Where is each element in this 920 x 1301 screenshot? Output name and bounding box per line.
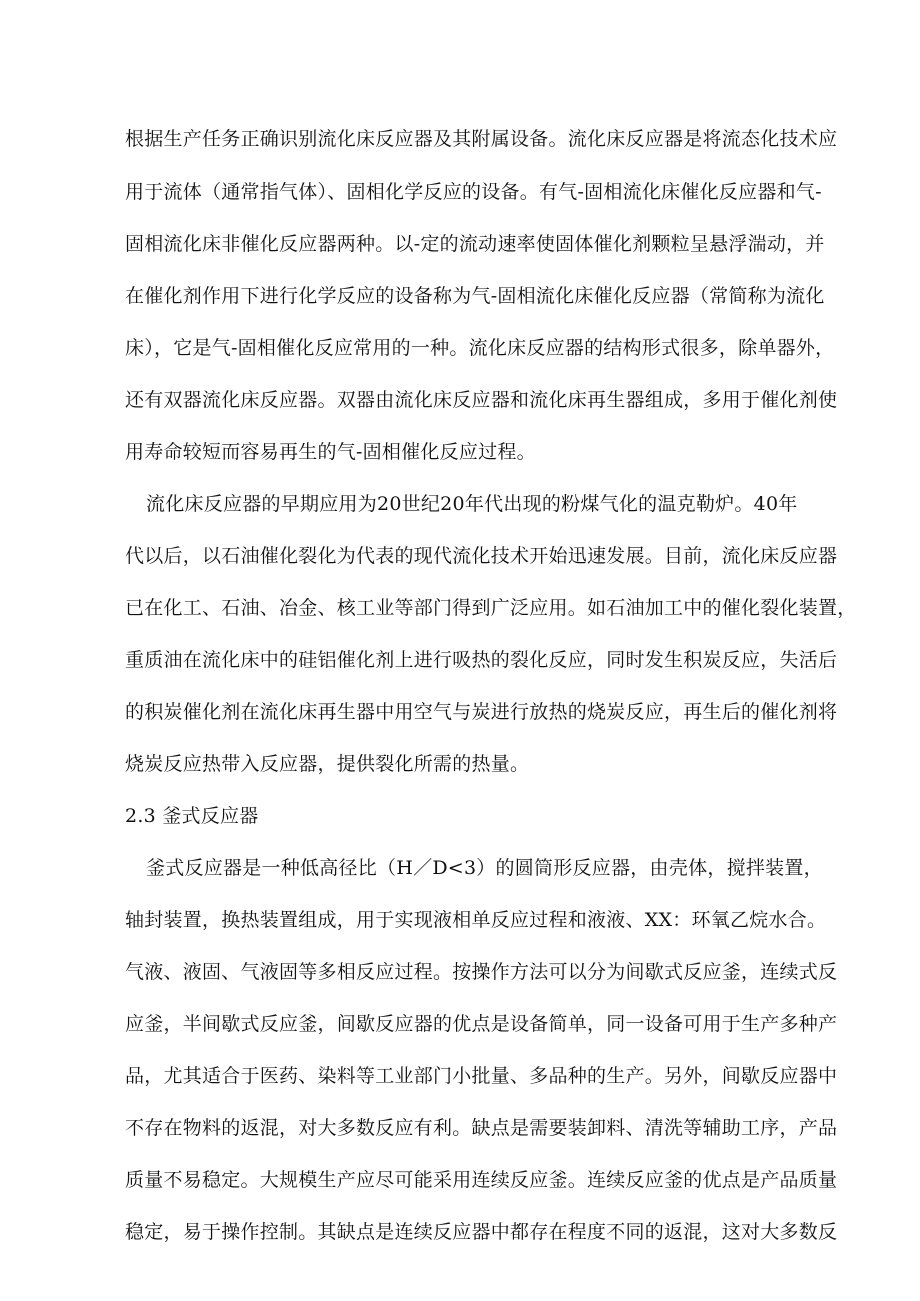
text-line: 质量不易稳定。大规模生产应尽可能采用连续反应釜。连续反应釜的优点是产品质量 <box>125 1169 838 1191</box>
text-line: 烧炭反应热带入反应器，提供裂化所需的热量。 <box>125 753 530 775</box>
text-line: 代以后，以石油催化裂化为代表的现代流化技术开始迅速发展。目前，流化床反应器 <box>125 545 838 567</box>
text-line: 釜式反应器是一种低高径比（H／D<3）的圆筒形反应器，由壳体，搅拌装置， <box>146 857 823 879</box>
text-line: 固相流化床非催化反应器两种。以-定的流动速率使固体催化剂颗粒呈悬浮湍动，并 <box>125 233 825 255</box>
text-line: 气液、液固、气液固等多相反应过程。按操作方法可以分为间歇式反应釜，连续式反 <box>125 961 838 983</box>
text-line: 的积炭催化剂在流化床再生器中用空气与炭进行放热的烧炭反应，再生后的催化剂将 <box>125 701 838 723</box>
text-line: 应釜，半间歇式反应釜，间歇反应器的优点是设备简单，同一设备可用于生产多种产 <box>125 1013 838 1035</box>
text-line: 已在化工、石油、冶金、核工业等部门得到广泛应用。如石油加工中的催化裂化装置， <box>125 597 857 619</box>
text-line: 在催化剂作用下进行化学反应的设备称为气-固相流化床催化反应器（常简称为流化 <box>125 285 825 307</box>
text-line: 轴封装置，换热装置组成，用于实现液相单反应过程和液液、XX：环氧乙烷水合。 <box>125 909 827 931</box>
text-line: 不存在物料的返混，对大多数反应有利。缺点是需要装卸料、清洗等辅助工序，产品 <box>125 1117 838 1139</box>
text-line: 用于流体（通常指气体）、固相化学反应的设备。有气-固相流化床催化反应器和气- <box>125 181 822 203</box>
text-line: 稳定，易于操作控制。其缺点是连续反应器中都存在程度不同的返混，这对大多数反 <box>125 1221 838 1243</box>
text-line: 床），它是气-固相催化反应常用的一种。流化床反应器的结构形式很多，除单器外， <box>125 337 835 359</box>
text-line: 用寿命较短而容易再生的气-固相催化反应过程。 <box>125 441 536 463</box>
text-line: 还有双器流化床反应器。双器由流化床反应器和流化床再生器组成，多用于催化剂使 <box>125 389 838 411</box>
section-heading: 2.3 釜式反应器 <box>125 805 259 827</box>
text-line: 重质油在流化床中的硅铝催化剂上进行吸热的裂化反应，同时发生积炭反应，失活后 <box>125 649 838 671</box>
text-line: 品，尤其适合于医药、染料等工业部门小批量、多品种的生产。另外，间歇反应器中 <box>125 1065 838 1087</box>
text-line: 流化床反应器的早期应用为20世纪20年代出现的粉煤气化的温克勒炉。40年 <box>146 493 798 515</box>
text-line: 根据生产任务正确识别流化床反应器及其附属设备。流化床反应器是将流态化技术应 <box>125 128 838 150</box>
